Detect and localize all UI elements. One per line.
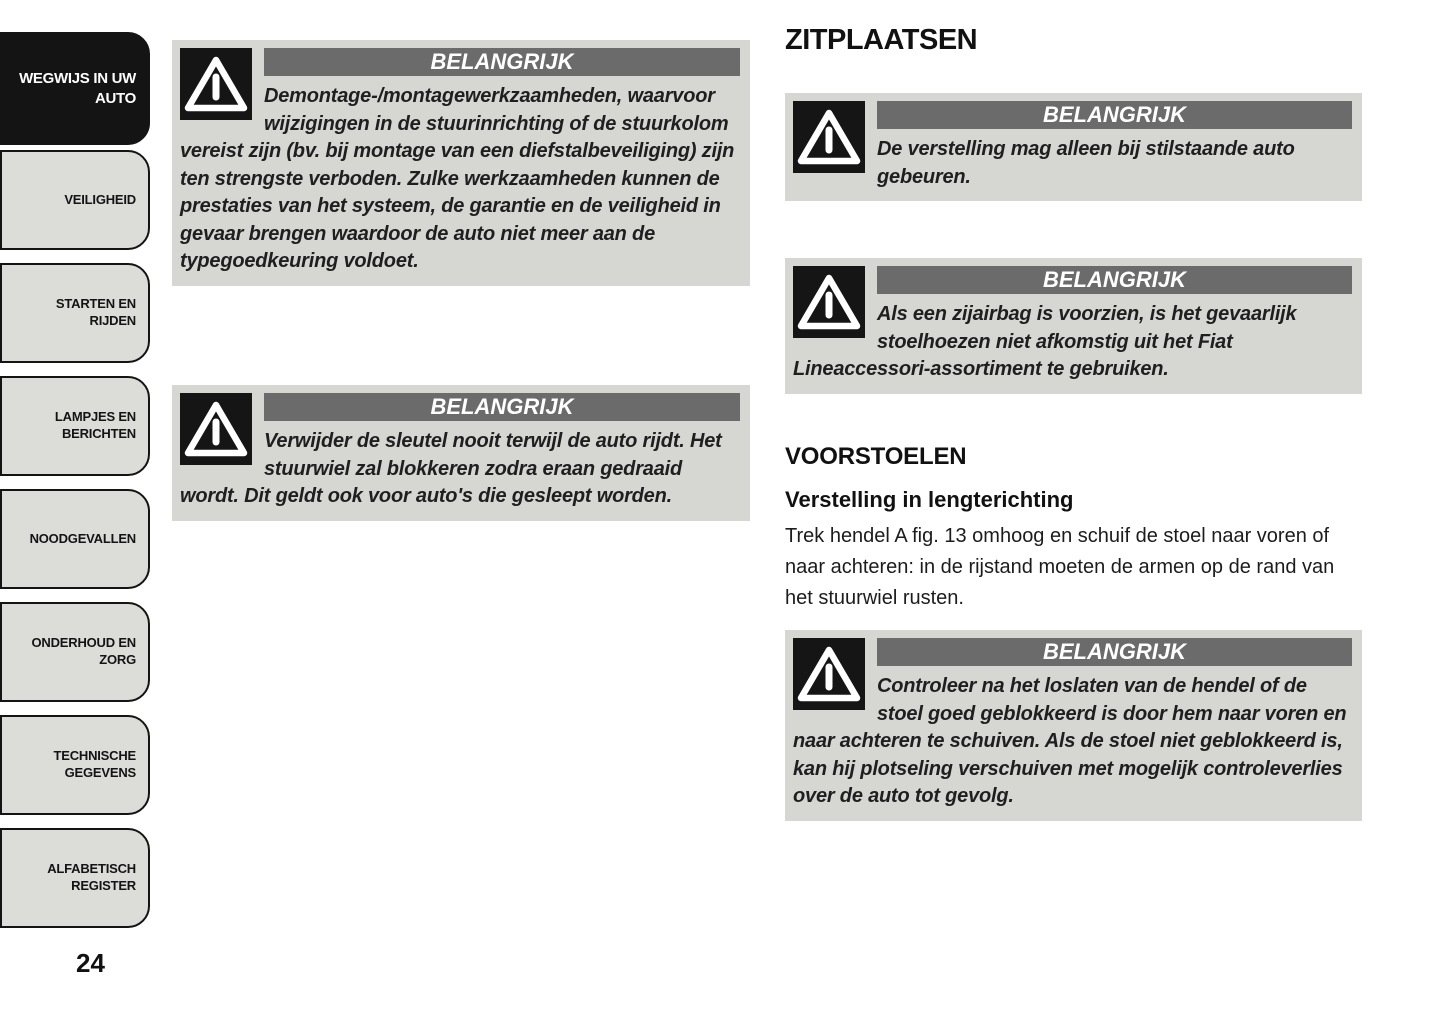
sidebar-item-wegwijs-in-uw-auto[interactable] [0,32,150,145]
sidebar-item-label: LAMPJES EN BERICHTEN [54,409,136,441]
sidebar-nav [0,32,150,941]
sidebar-item-label: TECHNISCHE GEGEVENS [53,748,136,780]
warning-header-label: BELANGRIJK [430,394,574,419]
warning-box-adjust-standstill [785,93,1362,201]
sidebar-item-label: VEILIGHEID [64,191,136,207]
sidebar-item-lampjes-en-berichten[interactable] [0,376,150,476]
warning-box-key-removal [172,385,750,521]
warning-box-steering-modifications [172,40,750,286]
warning-triangle-icon [180,48,252,120]
warning-triangle-icon [180,393,252,465]
sidebar-item-starten-en-rijden[interactable] [0,263,150,363]
warning-header-label: BELANGRIJK [1042,639,1186,664]
warning-header-label: BELANGRIJK [430,49,574,74]
warning-box-seat-lock-check [785,630,1362,821]
sidebar-item-veiligheid[interactable] [0,150,150,250]
sidebar-item-label: STARTEN EN RIJDEN [55,296,136,328]
warning-header-label: BELANGRIJK [1042,102,1186,127]
warning-header-label: BELANGRIJK [1042,267,1186,292]
warning-text: Controleer na het loslaten van de hendel of de stoel goed geblokkeerd is door hem naar voren en naar achteren te schuiven. Als de stoel niet geblokkeerd is, kan hij plotseling verschuiven met mogelijk controleverlies over de auto tot gevolg. [793,675,1347,807]
page-title: ZITPLAATSEN [785,24,978,56]
sidebar-item-label: ONDERHOUD EN ZORG [31,635,136,667]
warning-text: Demontage-/montagewerkzaamheden, waarvoor wijzigingen in de stuurinrichting of de stuurkolom vereist zijn (bv. bij montage van een diefstalbeveiliging) zijn ten strengste verboden. Zulke werkzaamheden kunnen de prestaties van het systeem, de garantie en de veiligheid in gevaar brengen waardoor de auto niet meer aan de typegoedkeuring voldoet. [180,85,735,272]
warning-header-bar [877,266,1352,294]
warning-text: Als een zijairbag is voorzien, is het gevaarlijk stoelhoezen niet afkomstig uit het Fiat Lineaccessori-assortiment te gebruiken. [793,303,1297,380]
warning-text: De verstelling mag alleen bij stilstaande auto gebeuren. [877,138,1295,188]
section-title: VOORSTOELEN [785,443,967,470]
warning-text: Verwijder de sleutel nooit terwijl de auto rijdt. Het stuurwiel zal blokkeren zodra eraan gedraaid wordt. Dit geldt ook voor auto's die gesleept worden. [180,430,722,507]
warning-header-bar [264,393,740,421]
body-paragraph: Trek hendel A fig. 13 omhoog en schuif de stoel naar voren of naar achteren: in de rijstand moeten de armen op de rand van het stuurwiel rusten. [785,525,1335,609]
sidebar-item-technische-gegevens[interactable] [0,715,150,815]
warning-box-side-airbag-covers [785,258,1362,394]
sidebar-item-label: NOODGEVALLEN [29,530,136,546]
warning-triangle-icon [793,101,865,173]
warning-header-bar [877,101,1352,129]
subsection-title: Verstelling in lengterichting [785,487,1074,512]
sidebar-item-noodgevallen[interactable] [0,489,150,589]
warning-triangle-icon [793,638,865,710]
warning-header-bar [877,638,1352,666]
sidebar-item-onderhoud-en-zorg[interactable] [0,602,150,702]
sidebar-item-alfabetisch-register[interactable] [0,828,150,928]
page-number: 24 [76,948,105,978]
warning-triangle-icon [793,266,865,338]
sidebar-item-label: ALFABETISCH REGISTER [47,861,136,893]
sidebar-item-label: WEGWIJS IN UW AUTO [19,70,136,107]
warning-header-bar [264,48,740,76]
